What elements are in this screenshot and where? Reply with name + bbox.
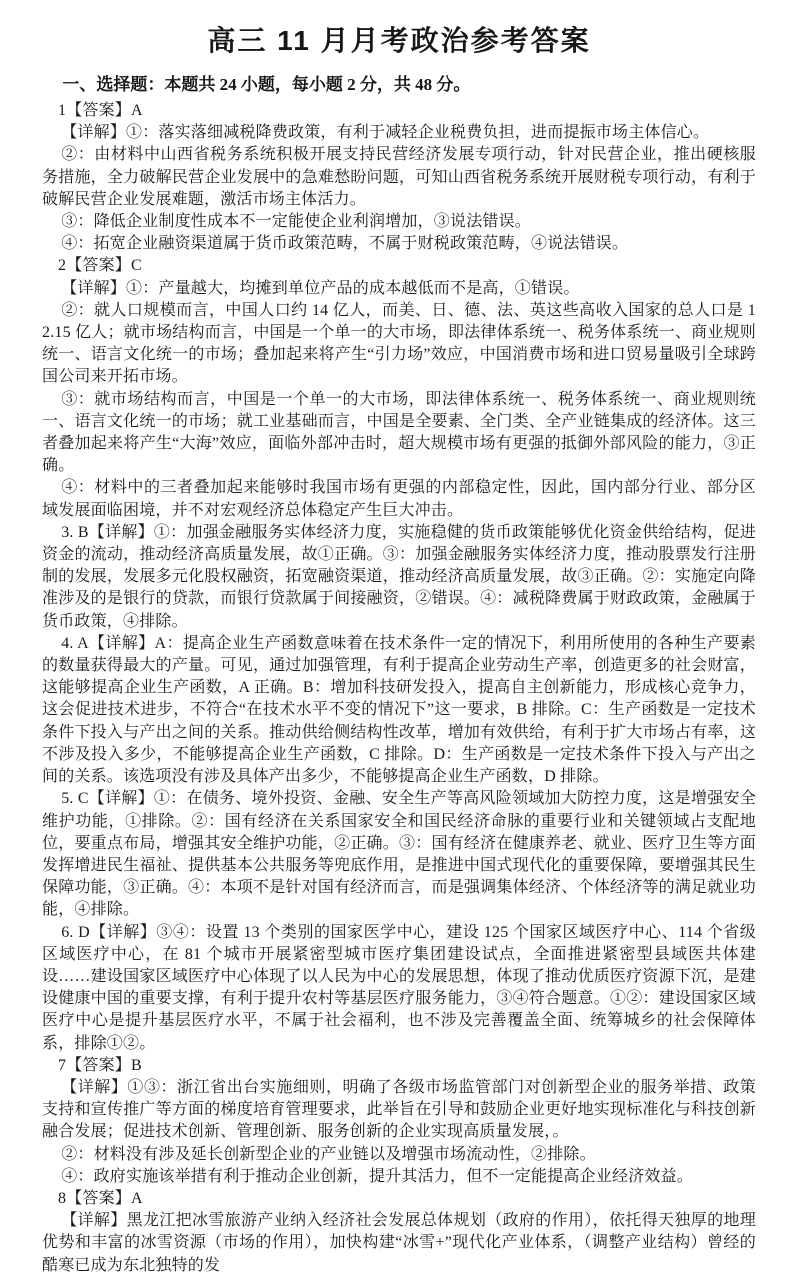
section-heading: 一、选择题：本题共 24 小题，每小题 2 分，共 48 分。 bbox=[62, 75, 471, 94]
page-title: 高三 11 月月考政治参考答案 bbox=[207, 25, 591, 56]
q1-detail-1: 【详解】①：落实落细减税降费政策，有利于减轻企业税费负担，进而提振市场主体信心。 bbox=[61, 124, 710, 142]
q5-detail: 5. C【详解】①：在债务、境外投资、金融、安全生产等高风险领域加大防控力度，这是增强安全维护功能，①排除。②：国有经济在关系国家安全和国民经济命脉的重要行业和关键领域占支配地位，要重点布局，增强其安全维护功能，②正确。③：国有经济在健康养老、就业、医疗卫生等方面发挥增进民生福祉、提供基本公共服务等兜底作用，是推进中国式现代化的重要保障，要增强其民生保障功能，③正确。④：本项不是针对国有经济而言，而是强调集体经济、个体经济等的满足就业功能，④排除。 bbox=[42, 790, 756, 919]
q2-detail-4: ④：材料中的三者叠加起来能够时我国市场有更强的内部稳定性，因此，国内部分行业、部分区域发展面临困境，并不对宏观经济总体稳定产生巨大冲击。 bbox=[42, 479, 756, 519]
q7-detail-3: ④：政府实施该举措有利于推动企业创新，提升其活力，但不一定能提高企业经济效益。 bbox=[61, 1167, 693, 1185]
q3-detail: 3. B【详解】①：加强金融服务实体经济力度，实施稳健的货币政策能够优化资金供给结构，促进资金的流动，推动经济高质量发展，故①正确。③：加强金融服务实体经济力度，推动股票发行注册制的发展，发展多元化股权融资，拓宽融资渠道，推动经济高质量发展，故③正确。②：实施定向降准涉及的是银行的贷款，而银行贷款属于间接融资，②错误。④：减税降费属于财政政策，金融属于货币政策，④排除。 bbox=[42, 523, 756, 630]
q2-answer-line: 2【答案】C bbox=[58, 257, 142, 275]
q2-detail-1: 【详解】①：产量越大，均摊到单位产品的成本越低而不是高，①错误。 bbox=[61, 279, 580, 297]
q1-detail-4: ④：拓宽企业融资渠道属于货币政策范畴，不属于财税政策范畴，④说法错误。 bbox=[61, 235, 629, 253]
answer-blocks-container bbox=[42, 100, 756, 1277]
q4-detail: 4. A【详解】A：提高企业生产函数意味着在技术条件一定的情况下，利用所使用的各种生产要素的数量获得最大的产量。可见，通过加强管理，有利于提高企业劳动生产率，创造更多的社会财富，这能够提高企业生产函数，A 正确。B：增加科技研发投入，提高自主创新能力，形成核心竞争力，这会促进技术进步，不符合“在技术水平不变的情况下”这一要求，B 排除。C：生产函数是一定技术条件下投入与产出之间的关系。推动供给侧结构性改革，增加有效供给，有利于扩大市场占有率，这不涉及投入多少，不能够提高企业生产函数，C 排除。D：生产函数是一定技术条件下投入与产出之间的关系。该选项没有涉及具体产出多少，不能够提高企业生产函数，D 排除。 bbox=[42, 634, 756, 786]
q7-answer-line: 7【答案】B bbox=[58, 1056, 142, 1074]
q1-answer-line: 1【答案】A bbox=[58, 102, 143, 119]
q8-answer-line: 8【答案】A bbox=[58, 1189, 143, 1207]
q7-detail-1: 【详解】①③：浙江省出台实施细则，明确了各级市场监管部门对创新型企业的服务举措、政策支持和宣传推广等方面的梯度培育管理要求，此举旨在引导和鼓励企业更好地实现标准化与科技创新融合发展；促进技术创新、管理创新、服务创新的企业实现高质量发展，。 bbox=[42, 1078, 756, 1141]
q8-detail: 【详解】黑龙江把冰雪旅游产业纳入经济社会发展总体规划（政府的作用），依托得天独厚的地理优势和丰富的冰雪资源（市场的作用），加快构建“冰雪+”现代化产业体系，（调整产业结构）曾经的酷寒已成为东北独特的发 bbox=[42, 1212, 756, 1274]
q1-detail-3: ③：降低企业制度性成本不一定能使企业利润增加，③说法错误。 bbox=[61, 213, 531, 231]
q2-detail-2: ②：就人口规模而言，中国人口约 14 亿人，而美、日、德、法、英这些高收入国家的总人口是 12.15 亿人；就市场结构而言，中国是一个单一的大市场，即法律体系统一、税务体系统一、商业规则统一、语言文化统一的市场；叠加起来将产生“引力场”效应，中国消费市场和进口贸易量吸引全球跨国公司来开拓市场。 bbox=[42, 301, 756, 386]
q7-detail-2: ②：材料没有涉及延长创新型企业的产业链以及增强市场流动性，②排除。 bbox=[61, 1145, 596, 1163]
q6-detail: 6. D【详解】③④：设置 13 个类别的国家医学中心，建设 125 个国家区域医疗中心、114 个省级区域医疗中心，在 81 个城市开展紧密型城市医疗集团建设试点，全面推进紧密型县域医共体建设……建设国家区域医疗中心体现了以人民为中心的发展思想，体现了推动优质医疗资源下沉，是建设健康中国的重要支撑，有利于提升农村等基层医疗服务能力，③④符合题意。①②：建设国家区域医疗中心是提升基层医疗水平，不属于社会福利，也不涉及完善覆盖全面、统筹城乡的社会保障体系，排除①②。 bbox=[42, 923, 756, 1052]
q2-detail-3: ③：就市场结构而言，中国是一个单一的大市场，即法律体系统一、税务体系统一、商业规则统一、语言文化统一的市场；就工业基础而言，中国是全要素、全门类、全产业链集成的经济体。这三者叠加起来将产生“大海”效应，面临外部冲击时，超大规模市场有更强的抵御外部风险的能力，③正确。 bbox=[42, 390, 756, 475]
q1-detail-2: ②：由材料中山西省税务系统积极开展支持民营经济发展专项行动，针对民营企业，推出硬核服务措施，全力破解民营企业发展中的急难愁盼问题，可知山西省税务系统开展财税专项行动，有利于破解民营企业发展难题，激活市场主体活力。 bbox=[42, 146, 756, 208]
